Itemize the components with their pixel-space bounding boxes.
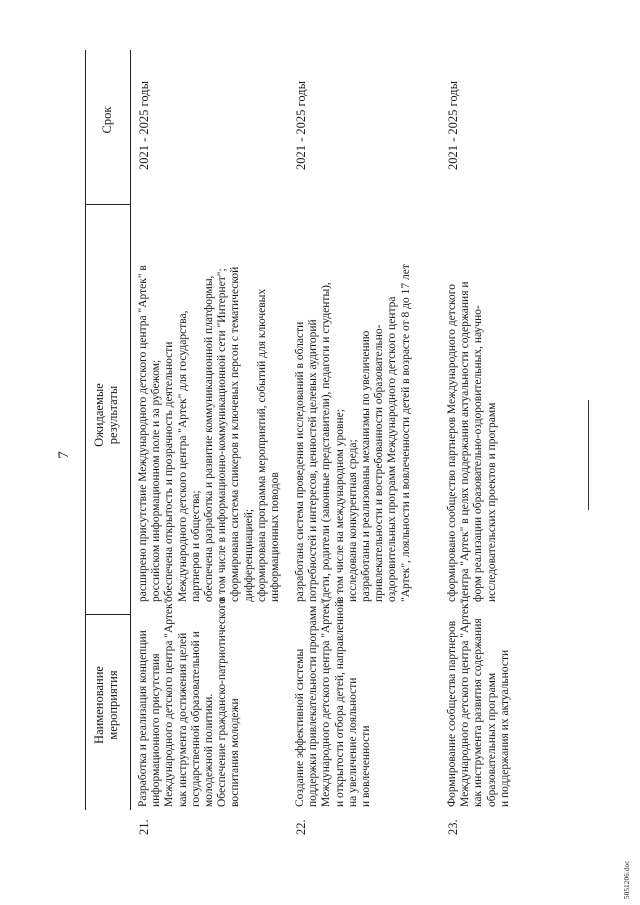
row-name-cell <box>446 599 512 807</box>
row-result-line: российском информационном поле и за рубежом; <box>150 359 163 602</box>
row-results-cell <box>446 281 499 602</box>
row-name-cell <box>137 598 243 807</box>
row-result-line: дифференциацией; <box>242 508 255 602</box>
row-name-line: как инструмента достижения целей <box>176 632 189 807</box>
row-deadline: 2021 - 2025 годы <box>294 80 308 170</box>
row-name-line: образовательных программ <box>485 672 498 807</box>
row-name-line: молодежной политики. <box>203 693 216 807</box>
row-result-line: информационных поводов <box>269 472 282 602</box>
row-result-line: расширено присутствие Международного детского центра "Артек" в <box>137 265 149 602</box>
row-number: 22. <box>294 819 308 835</box>
row-result-line: обеспечена разработка и развитие коммуникационной платформы, <box>203 275 216 602</box>
row-result-line: исследовательских проектов и программ <box>485 402 498 602</box>
row-name-line: Создание эффективной системы <box>294 648 306 807</box>
header-deadline: Срок <box>100 106 114 134</box>
row-result-line: потребностей и интересов, ценностей целевых аудиторий <box>307 319 320 602</box>
row-name-line: Обеспечение гражданско-патриотического <box>216 598 229 807</box>
row-name-cell <box>294 599 373 807</box>
row-name-line: и вовлеченности <box>360 725 373 807</box>
header-results-line: Ожидаемые <box>92 383 106 447</box>
page-rule <box>588 400 589 510</box>
table-header-rule <box>130 50 131 810</box>
row-result-line: оздоровительных программ Международного детского центра <box>386 296 399 602</box>
row-result-line: "Артек", лояльности и вовлеченности детей в возрасте от 8 до 17 лет <box>399 264 412 602</box>
row-deadline: 2021 - 2025 годы <box>446 80 460 170</box>
table-top-rule <box>85 50 86 810</box>
row-result-line: в том числе на международном уровне; <box>333 409 346 602</box>
row-name-line: государственной образовательной и <box>189 631 202 807</box>
header-results-line: результаты <box>106 385 120 445</box>
row-name-line: воспитания молодежи <box>229 698 242 807</box>
row-name-line: Формирование сообщества партнеров <box>446 620 458 807</box>
row-name-line: информационного присутствия <box>150 653 163 807</box>
row-name-line: и поддержания их актуальности <box>498 649 511 807</box>
row-result-line: разработана система проведения исследований в области <box>294 321 306 602</box>
row-name-line: Международного детского центра "Артек" <box>459 598 472 807</box>
row-result-line: в том числе в информационно-коммуникационной сети "Интернет"; <box>216 268 229 602</box>
row-result-line: центра "Артек" в целях поддержания актуальности содержания и <box>459 281 472 602</box>
row-result-line: (дети, родители (законные представители), педагоги и студенты), <box>320 282 333 602</box>
header-results <box>92 355 120 475</box>
row-result-line: разработаны и реализованы механизмы по увеличению <box>360 330 373 602</box>
row-name-line: как инструмента развития содержания <box>472 618 485 807</box>
row-deadline: 2021 - 2025 годы <box>137 80 151 170</box>
row-result-line: сформировано сообщество партнеров Международного детского <box>446 284 458 602</box>
row-result-line: сформирована система спикеров и ключевых персон с тематической <box>229 266 242 602</box>
row-name-line: Международного детского центра "Артек" <box>163 598 176 807</box>
row-result-line: партнеров и общества; <box>189 490 202 602</box>
row-number: 21. <box>137 819 151 835</box>
header-name <box>92 645 120 765</box>
row-name-line: Международного детского центра "Артек" <box>320 598 333 807</box>
page-number: 7 <box>56 451 72 459</box>
row-number: 23. <box>446 819 460 835</box>
header-name-line: мероприятия <box>106 670 120 740</box>
row-result-line: привлекательности и востребованности образовательно- <box>373 324 386 602</box>
row-result-line: Международного детского центра "Артек" для государства, <box>176 310 189 602</box>
row-results-cell <box>137 265 282 602</box>
file-id: 5051206.doc <box>623 860 631 899</box>
row-name-line: поддержки привлекательности программ <box>307 605 320 807</box>
header-name-line: Наименование <box>92 666 106 744</box>
row-result-line: исследована конкурентная среда; <box>346 439 359 602</box>
column-divider-1 <box>85 614 130 615</box>
row-name-line: и открытости отбора детей, направленной <box>333 600 346 807</box>
column-divider-2 <box>85 204 130 205</box>
row-result-line: обеспечена открытость и прозрачность деятельности <box>163 341 176 602</box>
row-name-line: Разработка и реализация концепции <box>137 630 149 807</box>
row-name-line: на увеличение лояльности <box>346 677 359 807</box>
row-result-line: форм реализации образовательно-оздоровительных, научно- <box>472 305 485 602</box>
row-result-line: сформирована программа мероприятий, событий для ключевых <box>255 288 268 602</box>
row-results-cell <box>294 264 413 602</box>
